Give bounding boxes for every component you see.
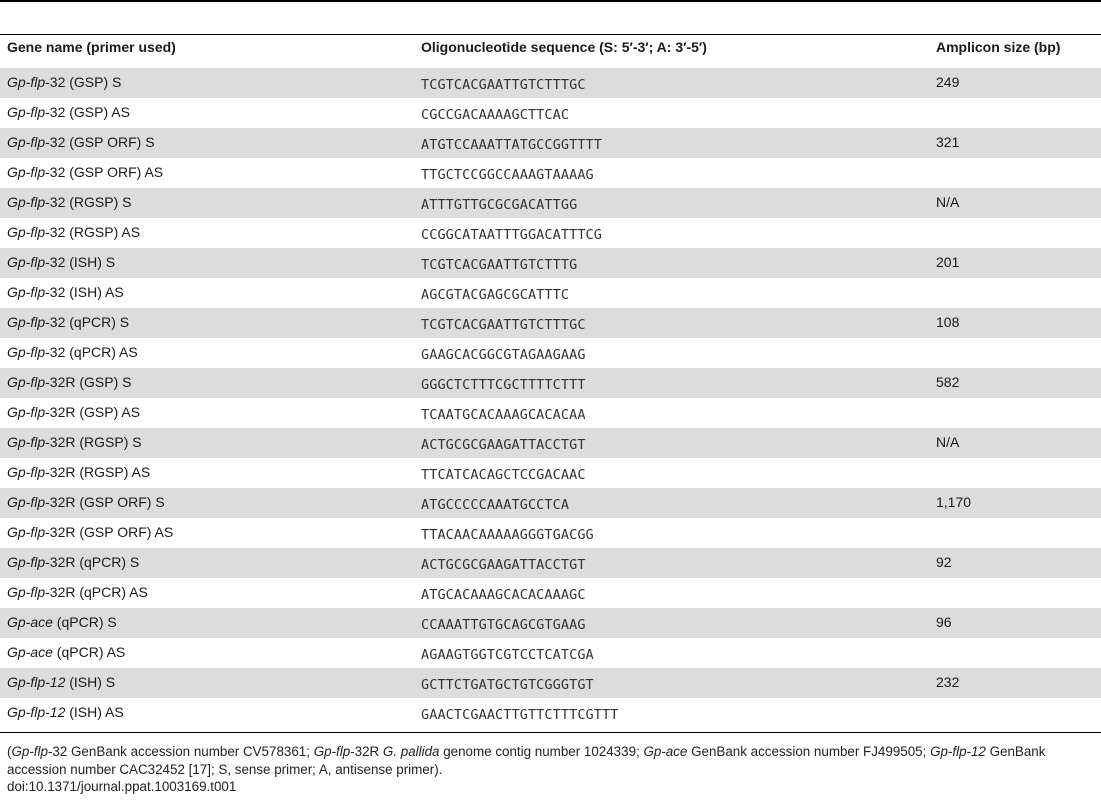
table-row (0, 638, 1101, 668)
table-row (0, 518, 1101, 548)
header-oligonucleotide-sequence: Oligonucleotide sequence (S: 5′-3′; A: 3′-5′) (421, 39, 707, 55)
gene-name-italic: Gp-flp (7, 524, 46, 540)
sequence-cell: ATTTGTTGCGCGACATTGG (421, 197, 578, 213)
gene-name-italic: Gp-flp (7, 464, 46, 480)
gene-name-rest: -32 (GSP ORF) S (45, 134, 155, 150)
sequence-cell: TTCATCACAGCTCCGACAAC (421, 467, 586, 483)
gene-name-cell (7, 554, 139, 570)
gene-name-italic: Gp-flp (7, 134, 46, 150)
header-gene-name: Gene name (primer used) (7, 39, 176, 55)
gene-name-cell (7, 674, 115, 690)
sequence-cell: GGGCTCTTTCGCTTTTCTTT (421, 377, 586, 393)
gene-name-rest: -32 (GSP) AS (45, 104, 130, 120)
amplicon-size-cell: 321 (936, 134, 960, 150)
table-row (0, 488, 1101, 518)
gene-name-italic: Gp-flp (7, 104, 46, 120)
footnote-italic-text: Gp-flp (313, 744, 351, 759)
gene-name-italic: Gp-flp (7, 74, 46, 90)
footnote-text: genome contig number 1024339; (439, 744, 644, 759)
table-row (0, 308, 1101, 338)
gene-name-italic: Gp-flp (7, 164, 46, 180)
sequence-cell: CCGGCATAATTTGGACATTTCG (421, 227, 603, 243)
footnote-italic-text: Gp-flp (11, 744, 48, 759)
footnote-text: -32 GenBank accession number CV578361; (47, 744, 314, 759)
gene-name-cell (7, 614, 117, 630)
gene-name-rest: (ISH) S (65, 674, 116, 690)
gene-name-cell (7, 374, 131, 390)
gene-name-cell (7, 644, 125, 660)
table-row (0, 698, 1101, 728)
gene-name-cell (7, 704, 124, 720)
sequence-cell: ATGCCCCCAAATGCCTCA (421, 497, 570, 513)
gene-name-cell (7, 314, 129, 330)
amplicon-size-cell: 96 (936, 614, 952, 630)
amplicon-size-cell: 108 (936, 314, 960, 330)
sequence-cell: GAAGCACGGCGTAGAAGAAG (421, 347, 586, 363)
gene-name-cell (7, 74, 121, 90)
gene-name-italic: Gp-flp (7, 284, 46, 300)
table-row (0, 458, 1101, 488)
gene-name-italic: Gp-flp (7, 554, 46, 570)
gene-name-rest: -32 (ISH) S (45, 254, 116, 270)
amplicon-size-cell: N/A (936, 194, 960, 210)
doi-text: doi:10.1371/journal.ppat.1003169.t001 (7, 779, 237, 794)
gene-name-rest: -32 (RGSP) S (45, 194, 132, 210)
gene-name-rest: -32 (qPCR) S (45, 314, 130, 330)
gene-name-italic: Gp-flp (7, 314, 46, 330)
gene-name-italic: Gp-flp (7, 194, 46, 210)
sequence-cell: CGCCGACAAAAGCTTCAC (421, 107, 570, 123)
table-row (0, 128, 1101, 158)
gene-name-cell (7, 434, 142, 450)
amplicon-size-cell: N/A (936, 434, 960, 450)
gene-name-italic: Gp-flp (7, 434, 46, 450)
sequence-cell: AGCGTACGAGCGCATTTC (421, 287, 570, 303)
table-row (0, 158, 1101, 188)
gene-name-cell (7, 344, 138, 360)
table-row (0, 338, 1101, 368)
gene-name-cell (7, 494, 165, 510)
table-row (0, 668, 1101, 698)
gene-name-italic: Gp-flp-12 (7, 704, 66, 720)
header-amplicon-size: Amplicon size (bp) (936, 39, 1061, 55)
gene-name-cell (7, 224, 140, 240)
sequence-cell: ACTGCGCGAAGATTACCTGT (421, 437, 586, 453)
table-top-rule (0, 0, 1101, 2)
table-row (0, 428, 1101, 458)
amplicon-size-cell: 249 (936, 74, 960, 90)
table-row (0, 68, 1101, 98)
gene-name-rest: -32R (GSP ORF) AS (45, 524, 174, 540)
table-row (0, 188, 1101, 218)
gene-name-rest: -32R (RGSP) S (45, 434, 142, 450)
gene-name-italic: Gp-flp (7, 374, 46, 390)
table-row (0, 548, 1101, 578)
table-row (0, 218, 1101, 248)
gene-name-rest: -32 (qPCR) AS (45, 344, 138, 360)
sequence-cell: TCAATGCACAAAGCACACAA (421, 407, 586, 423)
gene-name-italic: Gp-ace (7, 614, 53, 630)
table-footnote (7, 743, 1097, 779)
sequence-cell: ATGCACAAAGCACACAAAGC (421, 587, 586, 603)
gene-name-cell (7, 104, 130, 120)
gene-name-italic: Gp-flp (7, 584, 46, 600)
gene-name-italic: Gp-flp (7, 494, 46, 510)
table-row (0, 578, 1101, 608)
gene-name-cell (7, 194, 131, 210)
gene-name-italic: Gp-flp (7, 254, 46, 270)
amplicon-size-cell: 92 (936, 554, 952, 570)
gene-name-cell (7, 284, 124, 300)
gene-name-rest: -32R (GSP) AS (45, 404, 141, 420)
amplicon-size-cell: 1,170 (936, 494, 972, 510)
sequence-cell: ACTGCGCGAAGATTACCTGT (421, 557, 586, 573)
sequence-cell: GAACTCGAACTTGTTCTTTCGTTT (421, 707, 619, 723)
sequence-cell: CCAAATTGTGCAGCGTGAAG (421, 617, 586, 633)
table-bottom-rule (0, 732, 1101, 733)
table-body (0, 68, 1101, 728)
table-row (0, 98, 1101, 128)
table-row (0, 278, 1101, 308)
sequence-cell: TCGTCACGAATTGTCTTTG (421, 257, 578, 273)
sequence-cell: TCGTCACGAATTGTCTTTGC (421, 77, 586, 93)
gene-name-rest: -32 (GSP) S (45, 74, 122, 90)
table-row (0, 608, 1101, 638)
sequence-cell: ATGTCCAAATTATGCCGGTTTT (421, 137, 603, 153)
gene-name-rest: -32R (qPCR) AS (45, 584, 148, 600)
gene-name-rest: -32R (qPCR) S (45, 554, 140, 570)
gene-name-cell (7, 584, 148, 600)
footnote-italic-text: Gp-ace (643, 744, 688, 759)
table-row (0, 248, 1101, 278)
gene-name-cell (7, 164, 163, 180)
gene-name-cell (7, 404, 140, 420)
gene-name-rest: (qPCR) S (52, 614, 117, 630)
table-header (0, 35, 1101, 62)
gene-name-italic: Gp-flp (7, 344, 46, 360)
gene-name-rest: -32R (GSP ORF) S (45, 494, 165, 510)
gene-name-rest: -32R (RGSP) AS (45, 464, 151, 480)
gene-name-rest: (qPCR) AS (52, 644, 126, 660)
sequence-cell: AGAAGTGGTCGTCCTCATCGA (421, 647, 594, 663)
gene-name-cell (7, 134, 155, 150)
gene-name-rest: -32R (GSP) S (45, 374, 132, 390)
amplicon-size-cell: 201 (936, 254, 960, 270)
footnote-italic-text: G. pallida (382, 744, 440, 759)
table-row (0, 398, 1101, 428)
sequence-cell: TCGTCACGAATTGTCTTTGC (421, 317, 586, 333)
amplicon-size-cell: 232 (936, 674, 960, 690)
footnote-text: ( (7, 744, 12, 759)
gene-name-italic: Gp-flp (7, 404, 46, 420)
gene-name-rest: (ISH) AS (65, 704, 124, 720)
gene-name-rest: -32 (GSP ORF) AS (45, 164, 164, 180)
footnote-text: GenBank accession number FJ499505; (687, 744, 931, 759)
gene-name-cell (7, 254, 115, 270)
gene-name-italic: Gp-ace (7, 644, 53, 660)
table-row (0, 368, 1101, 398)
sequence-cell: TTGCTCCGGCCAAAGTAAAAG (421, 167, 594, 183)
footnote-italic-text: Gp-flp-12 (930, 744, 986, 759)
sequence-cell: TTACAACAAAAAGGGTGACGG (421, 527, 594, 543)
gene-name-italic: Gp-flp-12 (7, 674, 66, 690)
sequence-cell: GCTTCTGATGCTGTCGGGTGT (421, 677, 594, 693)
amplicon-size-cell: 582 (936, 374, 960, 390)
footnote-text: -32R (350, 744, 383, 759)
footnote-text: GenBank accession number CAC32452 [17]; S, sense primer; A, antisense primer). (7, 744, 1046, 777)
gene-name-cell (7, 464, 150, 480)
gene-name-rest: -32 (ISH) AS (45, 284, 124, 300)
gene-name-rest: -32 (RGSP) AS (45, 224, 141, 240)
gene-name-italic: Gp-flp (7, 224, 46, 240)
gene-name-cell (7, 524, 173, 540)
table-header-rule (0, 34, 1101, 35)
